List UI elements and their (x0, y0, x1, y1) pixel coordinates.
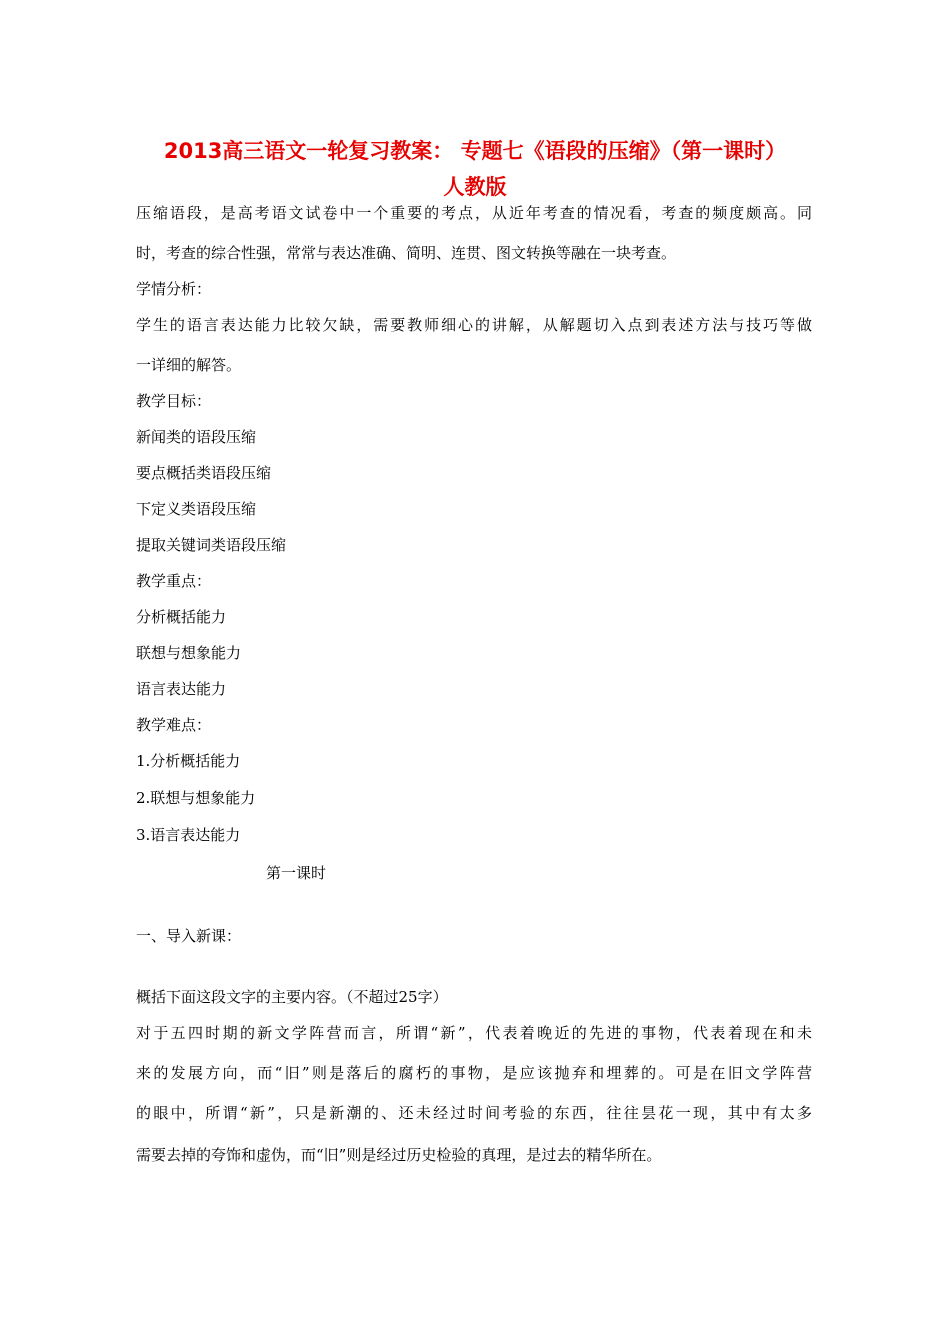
intro-paragraph-line-2: 时，考查的综合性强，常常与表达准确、简明、连贯、图文转换等融在一块考查。 (136, 244, 677, 262)
document-title-line-1: 2013高三语文一轮复习教案： 专题七《语段的压缩》（第一课时） (163, 139, 787, 163)
lesson-period-heading: 第一课时 (266, 864, 327, 882)
teaching-goal-item-4: 提取关键词类语段压缩 (136, 536, 287, 554)
student-analysis-line-2: 一详细的解答。 (136, 356, 242, 374)
difficulty-item-2: 2.联想与想象能力 (136, 789, 256, 807)
key-point-item-2: 联想与想象能力 (136, 644, 242, 662)
section-heading-difficulties: 教学难点： (136, 716, 212, 734)
teaching-goal-item-2: 要点概括类语段压缩 (136, 464, 272, 482)
section-heading-introduction: 一、导入新课： (136, 927, 242, 945)
exercise-passage-line-3: 的眼中，所谓“新”，只是新潮的、还未经过时间考验的东西，往往昙花一现，其中有太多 (136, 1104, 812, 1122)
teaching-goal-item-1: 新闻类的语段压缩 (136, 428, 257, 446)
document-title-line-2: 人教版 (443, 175, 507, 199)
teaching-goal-item-3: 下定义类语段压缩 (136, 500, 257, 518)
section-heading-teaching-goals: 教学目标： (136, 392, 212, 410)
key-point-item-1: 分析概括能力 (136, 608, 227, 626)
exercise-prompt: 概括下面这段文字的主要内容。（不超过25字） (136, 988, 448, 1006)
exercise-passage-line-1: 对于五四时期的新文学阵营而言，所谓“新”，代表着晚近的先进的事物，代表着现在和未 (136, 1024, 812, 1042)
difficulty-item-3: 3.语言表达能力 (136, 826, 241, 844)
intro-paragraph-line-1: 压缩语段，是高考语文试卷中一个重要的考点，从近年考查的情况看，考查的频度颇高。同 (136, 204, 812, 222)
section-heading-key-points: 教学重点： (136, 572, 212, 590)
section-heading-student-analysis: 学情分析： (136, 280, 212, 298)
exercise-passage-line-2: 来的发展方向，而“旧”则是落后的腐朽的事物，是应该抛弃和埋葬的。可是在旧文学阵营 (136, 1064, 812, 1082)
exercise-passage-line-4: 需要去掉的夸饰和虚伪，而“旧”则是经过历史检验的真理，是过去的精华所在。 (136, 1146, 662, 1164)
key-point-item-3: 语言表达能力 (136, 680, 227, 698)
student-analysis-line-1: 学生的语言表达能力比较欠缺，需要教师细心的讲解，从解题切入点到表述方法与技巧等做 (136, 316, 812, 334)
difficulty-item-1: 1.分析概括能力 (136, 752, 241, 770)
